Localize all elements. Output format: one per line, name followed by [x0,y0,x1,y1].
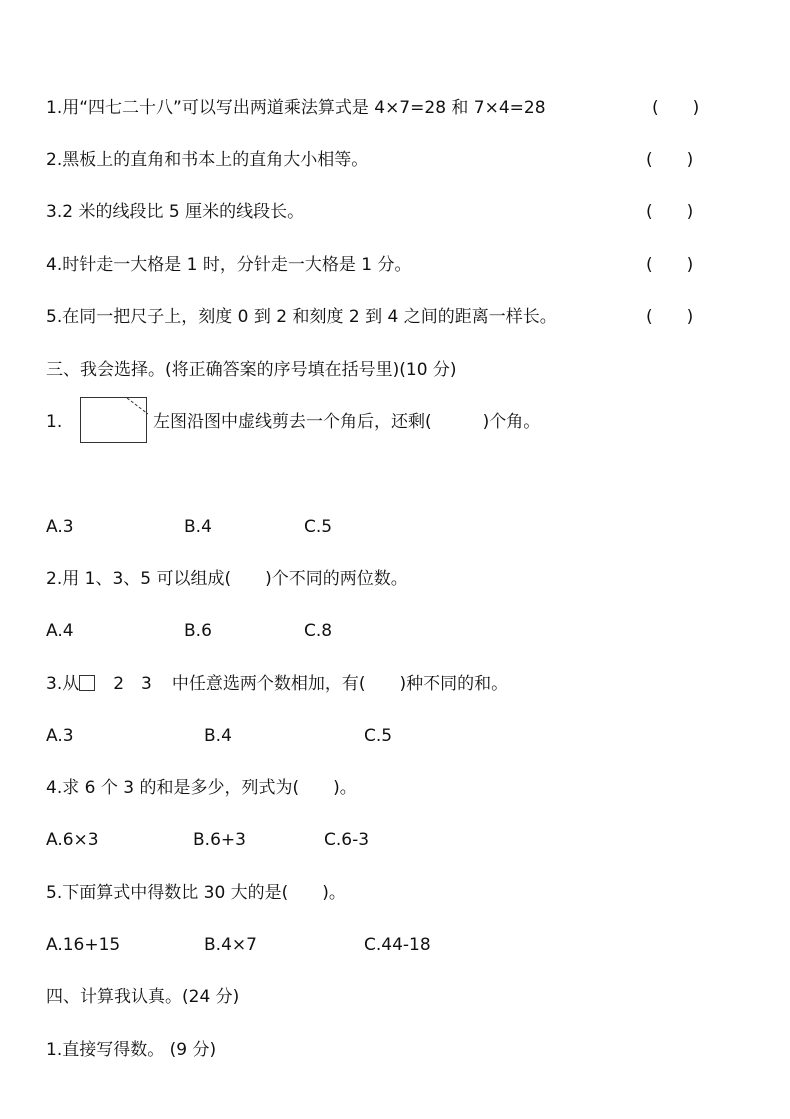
option-a[interactable]: A.3 [46,726,74,746]
question-3-prefix: 3.从 [46,674,80,694]
section-heading: 四、计算我认真。(24 分) [46,987,240,1007]
question-3-numbers: 2 3 [113,674,152,694]
option-c[interactable]: C.6-3 [324,830,370,850]
option-b[interactable]: B.4 [184,517,212,537]
question-1-text: 左图沿图中虚线剪去一个角后，还剩( )个角。 [153,412,541,432]
option-b[interactable]: B.4 [204,726,232,746]
question-1-number: 1. [46,412,63,432]
blank-box [79,675,95,691]
judge-item-text: 2 米的线段比 5 厘米的线段长。 [62,202,305,222]
option-b[interactable]: B.6+3 [193,830,246,850]
judge-item-number: 5. [46,307,63,327]
judge-item-number: 1. [46,98,63,118]
judge-item-3 [46,201,304,223]
answer-parentheses[interactable]: ( ) [652,98,700,118]
option-b[interactable]: B.4×7 [204,935,257,955]
dashed-cut-line [81,398,148,444]
judge-item-4 [46,254,411,276]
judge-item-text: 用“四七二十八”可以写出两道乘法算式是 4×7=28 和 7×4=28 [62,98,546,118]
judge-item-text: 时针走一大格是 1 时，分针走一大格是 1 分。 [62,255,412,275]
judge-item-text: 在同一把尺子上，刻度 0 到 2 和刻度 2 到 4 之间的距离一样长。 [62,307,557,327]
answer-parentheses[interactable]: ( ) [646,150,694,170]
judge-item-number: 4. [46,255,63,275]
option-a[interactable]: A.16+15 [46,935,121,955]
question-3 [46,673,508,695]
question-5-text: 5.下面算式中得数比 30 大的是( )。 [46,883,346,903]
answer-parentheses[interactable]: ( ) [646,255,694,275]
question-3-suffix: 中任意选两个数相加，有( )种不同的和。 [171,674,509,694]
answer-parentheses[interactable]: ( ) [646,307,694,327]
question-4-text: 4.求 6 个 3 的和是多少，列式为( )。 [46,778,357,798]
option-a[interactable]: A.6×3 [46,830,99,850]
subsection-heading: 1.直接写得数。 (9 分) [46,1040,217,1060]
judge-item-number: 2. [46,150,63,170]
square-figure [80,397,147,443]
option-c[interactable]: C.44-18 [364,935,431,955]
option-c[interactable]: C.5 [364,726,393,746]
judge-item-number: 3. [46,202,63,222]
section-heading: 三、我会选择。(将正确答案的序号填在括号里)(10 分) [46,360,457,380]
judge-item-5 [46,306,557,328]
question-2-text: 2.用 1、3、5 可以组成( )个不同的两位数。 [46,569,408,589]
judge-item-text: 黑板上的直角和书本上的直角大小相等。 [62,150,369,170]
answer-parentheses[interactable]: ( ) [646,202,694,222]
option-c[interactable]: C.5 [304,517,333,537]
option-a[interactable]: A.3 [46,517,74,537]
option-a[interactable]: A.4 [46,621,74,641]
option-b[interactable]: B.6 [184,621,212,641]
judge-item-1 [46,97,546,119]
judge-item-2 [46,149,368,171]
option-c[interactable]: C.8 [304,621,333,641]
